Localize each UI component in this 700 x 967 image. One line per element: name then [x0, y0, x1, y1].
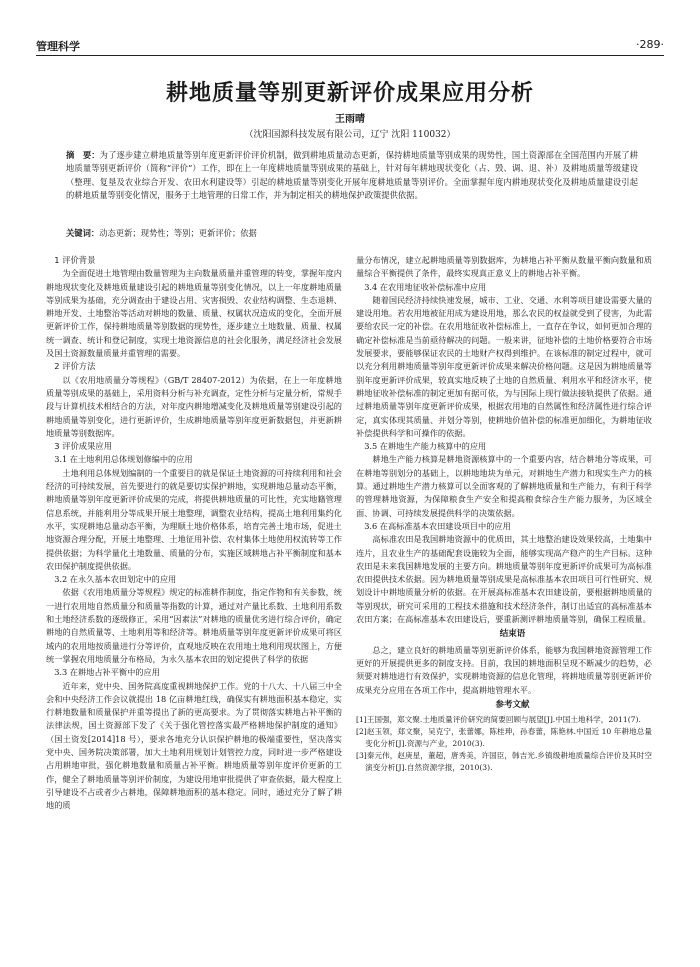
paragraph: 总之，建立良好的耕地质量等别更新评价体系，能够为我国耕地资源管理工作更好的开展提供更多的制度支持。目前，我国的耕地面积呈现不断减少的趋势，必须要对耕地进行有效保护，实现耕地资源的信息化管理，将耕地质量等别更新评价成果充分应用在各项工作中，提高耕地管理水平。 — [356, 644, 652, 695]
abstract — [66, 149, 638, 203]
subsection-heading: 3.4 在农用地征收补偿标准中应用 — [364, 281, 487, 292]
paragraph: 近年来，党中央、国务院高度重视耕地保护工作。党的十八大、十八届三中全会和中央经济工作会议就提出 18 亿亩耕地红线，确保实有耕地面积基本稳定，实行耕地数量和质量保护并重等提出了新的更高要求。为了贯彻落实耕地占补平衡的法律法规，国土资源部下发了《关于强化管控落实最严格耕地保护制度的通知》（国土资发[2014]18 号），要求各地充分认识保护耕地的极端重要性，坚决落实党中央、国务院决策部署，加大土地利用规划计划管控力度，同时进一步严格建设占用耕地审批，强化耕地数量和质量占补平衡。耕地质量等别年度评价更新的工作，健全了耕地质量等别评价制度，为建设用地审批提供了审查依据，最大程度上引导建设不占或者少占耕地，保障耕地面积的基本稳定。同时，通过充分了解了耕地的质 — [46, 680, 342, 811]
reference-item: [3]秦元伟，赵庚星，董超，唐秀美，许国臣，韩吉光.乡镇级耕地质量综合评价及其时空演变分析[J].自然资源学报，2010(3). — [356, 751, 652, 773]
subsection-heading: 3.1 在土地利用总体规划修编中的应用 — [54, 454, 193, 465]
keywords-text: 动态更新；现势性；等别；更新评价；依据 — [99, 228, 257, 238]
subsection-heading: 3.6 在高标准基本农田建设项目中的应用 — [364, 520, 511, 531]
paragraph: 依据《农用地质量分等规程》规定的标准耕作制度，指定作物和有关参数，统一进行农用地自然质量分和质量等指数的计算，通过对产量比系数、土地利用系数和土地经济系数的逐级修正，采用“因素法”对耕地的质量优劣进行综合评价，确定耕地的自然质量等、土地利用等和经济等。耕地质量等别年度更新评价成果可将区域内的农用地按质量进行分等评价，直观地反映在农用地土地利用现状图上，方便统一掌握农用地质量分布格局，为永久基本农田的划定提供了科学的依据 — [46, 587, 342, 664]
reference-item: [1]王国强，郑文聚.土地质量评价研究的简要回顾与展望[J].中国土地科学，2011(7). — [356, 715, 641, 725]
affiliation: （沈阳国源科技发展有限公司，辽宁 沈阳 110032） — [244, 130, 456, 140]
section-heading: 3 评价成果应用 — [54, 441, 112, 452]
running-head — [36, 38, 664, 54]
page-number: ·289· — [636, 38, 664, 51]
subsection-heading: 3.2 在永久基本农田划定中的应用 — [54, 574, 177, 585]
paragraph-continued: 量分布情况，建立起耕地质量等别数据库，为耕地占补平衡从数量平衡向数量和质量综合平衡提供了条件，最终实现真正意义上的耕地占补平衡。 — [356, 255, 652, 279]
paragraph: 耕地生产能力核算是耕地资源核算中的一个重要内容，结合耕地分等成果，可在耕地等别划分的基础上，以耕地地块为单元，对耕地生产潜力和现实生产力的核算。通过耕地生产潜力核算可以全面客观的了解耕地质量和生产能力，有利于科学的管理耕地资源，为保障粮食生产安全和提高粮食综合生产能力服务，为区域全面、协调、可持续发展提供科学的决策依据。 — [356, 454, 652, 518]
keywords-label: 关键词： — [66, 228, 100, 238]
author: 王雨晴 — [335, 114, 365, 125]
section-heading: 2 评价方法 — [54, 361, 96, 372]
centered-heading: 结束语 — [499, 629, 526, 640]
paragraph: 为全面促进土地管理由数量管理为主向数量质量并重管理的转变，掌握年度内耕地现状变化及耕地质量建设引起的耕地质量等别变化情况，以上一年度耕地质量等别成果为基础，充分调查由于建设占用、灾害损毁、农业结构调整、生态退耕、耕地开发、土地整治等活动对耕地的数量、质量、权属状况造成的变化，全面开展更新评价工作，保持耕地质量等别数据的现势性，逐步建立土地数量、质量、权属统一调查、统计和登记制度，实现土地资源信息的社会化服务，满足经济社会发展及国土资源数量质量并重管理的需要。 — [46, 268, 342, 359]
abstract-text: 为了逐步建立耕地质量等别年度更新评价评价机制，做到耕地质量动态更新，保持耕地质量等别成果的现势性，国土资源部在全国范围内开展了耕地质量等别更新评价（简称“评价”）工作，即在上一年度耕地质量等别成果的基础上，针对每年耕地现状变化（占、毁、调、退、补）及耕地质量等级建设（整理、复垦及农业综合开发、农田水利建设等）引起的耕地质量等别变化开展年度耕地质量等别评价。全面掌握年度内耕地现状变化及耕地质量建设引起的耕地质量等别变化情况，服务于土地管理的日常工作，并为制定相关的耕地保护政策提供依据。 — [66, 150, 638, 201]
left-column — [46, 254, 342, 954]
keywords — [66, 227, 638, 240]
paragraph: 高标准农田是我国耕地资源中的优质田，其土地整治建设效果较高，土地集中连片，且农业生产的基础配套设施较为全面，能够实现高产稳产的生产目标。这种农田是未来我国耕地发展的主要方向。耕地质量等别年度更新评价成果可为高标准农田提供技术依据。因为耕地质量等别成果是高标准基本农田项目可行性研究、规划设计中耕地质量分析的依据。在开展高标准基本农田建设前，要根据耕地质量的等别现状，研究可采用的工程技术措施和技术经济条件，制订出适宜的高标准基本农田方案；在高标准基本农田建设后，要重新测评耕地质量等别，确保工程质量。 — [356, 534, 652, 625]
right-column — [356, 254, 652, 954]
subsection-heading: 3.3 在耕地占补平衡中的应用 — [54, 667, 160, 678]
paragraph: 土地利用总体规划编制的一个重要目的就是保证土地资源的可持续利用和社会经济的可持续发展，首先要进行的就是要切实保护耕地，实现耕地总量动态平衡，耕地质量等别年度更新评价成果的完成，将提供耕地质量的可比性，充实地籍管理信息系统，并能利用分等成果开展土地整理，调整农业结构，提高土地利用集约化水平，实现耕地总量动态平衡，为理顺土地价格体系，培育完善土地市场，促进土地资源合理分配，开展土地整理、土地征用补偿、农村集体土地使用权流转等工作提供依据；为科学量化土地数量、质量的分布，实施区域耕地占补平衡制度和基本农田保护制度提供依据。 — [46, 467, 342, 571]
journal-section: 管理科学 — [36, 40, 80, 53]
paragraph: 随着国民经济持续快速发展，城市、工业、交通、水利等项目建设需要大量的建设用地。若农用地被征用成为建设用地，那么农民的权益就受到了侵害，为此需要给农民一定的补偿。在农用地征收补偿标准上，一直存在争议，如何更加合理的确定补偿标准是当前亟待解决的问题。一般来讲，征地补偿的土地价格要符合市场发展要求，要能够保证农民的土地财产权得到维护。在该标准的制定过程中，就可以充分利用耕地质量等别年度更新评价成果来解决价格问题。这是因为耕地质量等别年度更新评价成果，较真实地反映了土地的自然质量、利用水平和经济水平，使耕地征收补偿标准的制定更加有据可依，为与国际上现行做法接轨提供了依据。通过耕地质量等别年度更新评价成果，根据农用地的自然属性和经济属性进行综合评定，真实体现其质量、并划分等别，使耕地价值补偿的标准更加细化，为耕地征收补偿提供科学和可操作的依据。 — [356, 294, 652, 438]
reference-item: [2]赵玉领，郑文聚，吴克宁，张蕾娜，陈桂珅，孙春蕾，陈艳林.中国近 10 年耕地总量变化分析[J].资源与产业，2010(3). — [356, 727, 652, 749]
header-rule — [36, 55, 664, 56]
abstract-label: 摘 要： — [66, 150, 100, 160]
article-title: 耕地质量等别更新评价成果应用分析 — [165, 81, 534, 106]
section-heading: 1 评价背景 — [54, 255, 96, 265]
subsection-heading: 3.5 在耕地生产能力核算中的应用 — [364, 441, 487, 452]
centered-heading: 参考文献 — [495, 699, 530, 710]
paragraph: 以《农用地质量分等规程》（GB/T 28407-2012）为依据，在上一年度耕地质量等别成果的基础上，采用资料分析与补充调查，定性分析与定量分析，常规手段与计算机技术相结合的方法，对年度内耕地增减变化及耕地质量等别建设引起的耕地质量等别变化，进行更新评价，生成耕地质量等别年度更新数据包，并更新耕地质量等别数据库。 — [46, 374, 342, 438]
